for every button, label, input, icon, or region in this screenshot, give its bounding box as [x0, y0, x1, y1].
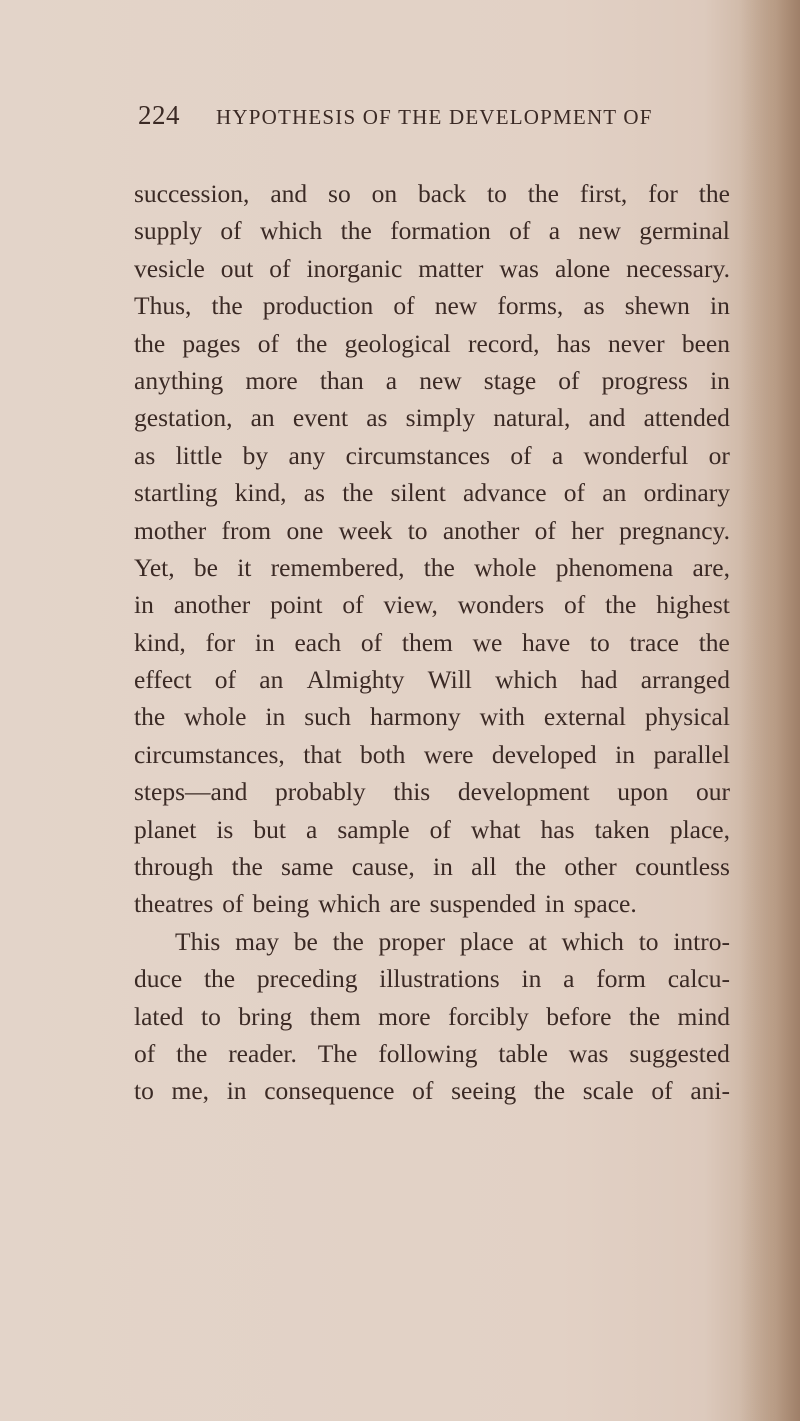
word: the: [533, 1076, 566, 1106]
word: of: [269, 253, 291, 283]
word: as: [583, 291, 605, 321]
text-line: [134, 811, 730, 848]
word: production: [262, 291, 374, 321]
running-head: HYPOTHESIS OF THE DEVELOPMENT OF: [216, 105, 653, 129]
word: in: [710, 291, 730, 321]
text-line: [134, 325, 730, 362]
word: whole: [474, 552, 537, 582]
word: developed: [491, 739, 597, 769]
word: startling: [134, 478, 218, 508]
word: circumstances,: [134, 739, 285, 769]
word: proper: [378, 926, 446, 956]
word: seeing: [451, 1076, 517, 1106]
word: inorganic: [306, 253, 403, 283]
word: upon: [617, 777, 669, 807]
word: of: [222, 889, 244, 919]
word: were: [423, 739, 474, 769]
word: on: [371, 179, 398, 208]
page-edge-shadow: [740, 0, 800, 1421]
word: in: [544, 889, 565, 919]
word: for: [648, 179, 678, 208]
word: bring: [238, 1001, 293, 1031]
word: been: [681, 328, 730, 358]
word: new: [419, 365, 462, 395]
word: of: [360, 627, 383, 657]
word: attended: [643, 403, 730, 433]
text-line: [134, 437, 730, 474]
word: The: [317, 1038, 358, 1068]
word: through: [134, 852, 214, 882]
word: development: [457, 777, 590, 807]
word: back: [418, 179, 467, 208]
word: the: [231, 852, 263, 882]
word: which: [561, 926, 624, 956]
word: natural,: [493, 403, 571, 433]
word: mother: [134, 515, 207, 545]
word: more: [245, 365, 298, 395]
word: and: [270, 179, 308, 208]
word: arranged: [640, 665, 730, 695]
word: or: [708, 440, 730, 470]
word: preceding: [256, 964, 358, 994]
word: effect: [134, 665, 192, 695]
word: suspended: [429, 889, 536, 919]
text-line: [134, 512, 730, 549]
word: in: [615, 739, 636, 769]
word: a: [306, 814, 318, 844]
word: germinal: [639, 216, 730, 246]
word: in: [134, 590, 154, 620]
text-line: [134, 736, 730, 773]
word: the: [176, 1038, 208, 1068]
word: of: [220, 216, 242, 246]
word: remembered,: [270, 552, 405, 582]
word: her: [571, 515, 604, 545]
word: which: [259, 216, 323, 246]
word: the: [134, 328, 166, 358]
word: are: [389, 889, 421, 919]
word: so: [328, 179, 351, 208]
word: it: [237, 552, 252, 582]
word: table: [498, 1038, 548, 1068]
word: ani-: [690, 1076, 730, 1106]
word: the: [698, 179, 730, 208]
word: harmony: [369, 702, 461, 732]
word: the: [342, 478, 374, 508]
word: is: [216, 814, 234, 844]
word: advance: [463, 478, 547, 508]
word: pages: [182, 328, 241, 358]
word: duce: [134, 964, 183, 994]
word: than: [319, 365, 364, 395]
word: was: [499, 253, 539, 283]
word: place,: [669, 814, 730, 844]
page-header: [138, 100, 738, 140]
word: week: [338, 515, 393, 545]
word: of: [134, 1038, 156, 1068]
word: trace: [629, 627, 679, 657]
word: simply: [405, 403, 476, 433]
word: point: [270, 590, 323, 620]
word: form: [596, 964, 646, 994]
text-line: [134, 998, 730, 1035]
word: Will: [427, 665, 472, 695]
word: more: [378, 1001, 431, 1031]
word: out: [220, 253, 254, 283]
word: shewn: [624, 291, 690, 321]
word: the: [203, 964, 236, 994]
word: and: [588, 403, 626, 433]
word: for: [205, 627, 236, 657]
word: to: [638, 926, 659, 956]
page-number: 224: [138, 100, 180, 130]
word: both: [360, 739, 406, 769]
word: following: [378, 1038, 478, 1068]
word: Almighty: [306, 665, 405, 695]
word: being: [252, 889, 310, 919]
word: of: [509, 216, 531, 246]
word: the: [527, 179, 559, 208]
word: reader.: [228, 1038, 297, 1068]
word: supply: [134, 216, 203, 246]
word: as: [134, 440, 156, 470]
text-line: [134, 362, 730, 399]
word: of: [214, 665, 237, 695]
word: has: [540, 814, 575, 844]
word: them: [401, 627, 453, 657]
word: countless: [635, 852, 730, 882]
word: This: [175, 926, 221, 956]
word: stage: [483, 365, 537, 395]
word: whole: [184, 702, 247, 732]
word: has: [556, 328, 591, 358]
word: view,: [383, 590, 438, 620]
word: to: [589, 627, 610, 657]
word: same: [281, 852, 334, 882]
word: as: [303, 478, 325, 508]
word: anything: [134, 365, 224, 395]
word: another: [442, 515, 520, 545]
word: the: [340, 216, 372, 246]
word: each: [294, 627, 342, 657]
word: physical: [644, 702, 730, 732]
text-line: [134, 474, 730, 511]
word: one: [286, 515, 324, 545]
word: have: [522, 627, 571, 657]
word: to: [134, 1076, 154, 1106]
word: forms,: [497, 291, 564, 321]
word: lated: [134, 1001, 184, 1031]
word: a: [551, 440, 564, 470]
word: another: [173, 590, 251, 620]
word: suggested: [629, 1038, 730, 1068]
word: wonderful: [583, 440, 689, 470]
word: Thus,: [134, 291, 192, 321]
word: that: [303, 739, 342, 769]
word: vesicle: [134, 253, 205, 283]
word: kind,: [234, 478, 287, 508]
word: parallel: [653, 739, 730, 769]
word: necessary.: [626, 253, 730, 283]
word: illustrations: [379, 964, 500, 994]
word: succession,: [134, 179, 250, 208]
word: with: [479, 702, 525, 732]
text-line: [134, 399, 730, 436]
word: of: [558, 365, 580, 395]
word: to: [487, 179, 507, 208]
word: to: [201, 1001, 221, 1031]
word: such: [304, 702, 351, 732]
text-line: [134, 212, 730, 249]
word: the: [698, 627, 730, 657]
word: calcu-: [667, 964, 730, 994]
word: before: [546, 1001, 612, 1031]
word: an: [250, 403, 275, 433]
word: scale: [582, 1076, 634, 1106]
word: wonders: [457, 590, 545, 620]
word: this: [393, 777, 431, 807]
text-line: [134, 250, 730, 287]
word: be: [193, 552, 218, 582]
word: the: [423, 552, 455, 582]
word: to: [407, 515, 428, 545]
word: intro-: [673, 926, 730, 956]
word: probably: [275, 777, 366, 807]
word: new: [434, 291, 478, 321]
word: of: [412, 1076, 434, 1106]
word: other: [564, 852, 617, 882]
word: in: [710, 365, 730, 395]
word: forcibly: [448, 1001, 529, 1031]
text-line: [134, 661, 730, 698]
word: space.: [573, 889, 637, 919]
word: of: [564, 590, 586, 620]
word: an: [259, 665, 284, 695]
text-line: [134, 1035, 730, 1072]
word: of: [563, 478, 586, 508]
word: cause,: [351, 852, 415, 882]
text-line: [134, 848, 730, 885]
word: geological: [344, 328, 451, 358]
word: mind: [677, 1001, 730, 1031]
word: in: [265, 702, 286, 732]
word: the: [211, 291, 243, 321]
word: are,: [692, 552, 730, 582]
word: had: [580, 665, 618, 695]
word: all: [471, 852, 497, 882]
word: may: [235, 926, 280, 956]
word: as: [366, 403, 388, 433]
word: by: [242, 440, 269, 470]
word: kind,: [134, 627, 186, 657]
word: sample: [337, 814, 410, 844]
word: little: [175, 440, 223, 470]
word: the: [332, 926, 364, 956]
text-line: [134, 885, 730, 922]
word: never: [607, 328, 665, 358]
word: circumstances: [345, 440, 491, 470]
word: an: [602, 478, 627, 508]
word: record,: [468, 328, 540, 358]
text-line: [134, 773, 730, 810]
word: a: [548, 216, 561, 246]
paragraph-start-line: [134, 923, 730, 960]
word: matter: [418, 253, 484, 283]
word: in: [521, 964, 542, 994]
word: the: [514, 852, 547, 882]
word: a: [563, 964, 575, 994]
text-line: [134, 549, 730, 586]
word: the: [628, 1001, 661, 1031]
word: new: [578, 216, 621, 246]
word: them: [309, 1001, 361, 1031]
word: which: [318, 889, 381, 919]
text-line: [134, 175, 730, 212]
word: at: [528, 926, 547, 956]
word: formation: [390, 216, 491, 246]
text-line: [134, 287, 730, 324]
word: theatres: [134, 889, 214, 919]
word: any: [288, 440, 326, 470]
word: from: [221, 515, 272, 545]
word: first,: [579, 179, 628, 208]
word: alone: [554, 253, 611, 283]
word: planet: [134, 814, 197, 844]
word: of: [393, 291, 415, 321]
body-text: [134, 175, 730, 1110]
word: but: [253, 814, 286, 844]
word: taken: [594, 814, 650, 844]
word: in: [254, 627, 275, 657]
word: of: [342, 590, 364, 620]
word: of: [257, 328, 279, 358]
word: pregnancy.: [619, 515, 730, 545]
word: ordinary: [643, 478, 730, 508]
word: phenomena: [555, 552, 674, 582]
text-line: [134, 624, 730, 661]
word: the: [605, 590, 637, 620]
word: silent: [390, 478, 446, 508]
word: gestation,: [134, 403, 233, 433]
word: steps—and: [134, 777, 248, 807]
word: highest: [656, 590, 730, 620]
word: our: [695, 777, 730, 807]
word: we: [472, 627, 503, 657]
word: was: [568, 1038, 609, 1068]
word: progress: [601, 365, 688, 395]
text-line: [134, 586, 730, 623]
word: external: [543, 702, 627, 732]
word: in: [433, 852, 453, 882]
word: Yet,: [134, 552, 175, 582]
word: me,: [171, 1076, 210, 1106]
word: place: [459, 926, 514, 956]
word: a: [385, 365, 398, 395]
text-line: [134, 960, 730, 997]
word: of: [534, 515, 556, 545]
text-line: [134, 1072, 730, 1109]
word: of: [651, 1076, 673, 1106]
word: the: [134, 702, 166, 732]
word: what: [470, 814, 521, 844]
word: which: [495, 665, 558, 695]
word: consequence: [264, 1076, 395, 1106]
word: in: [226, 1076, 247, 1106]
word: of: [429, 814, 451, 844]
word: the: [296, 328, 328, 358]
word: event: [292, 403, 349, 433]
word: be: [293, 926, 318, 956]
text-line: [134, 698, 730, 735]
word: of: [510, 440, 532, 470]
